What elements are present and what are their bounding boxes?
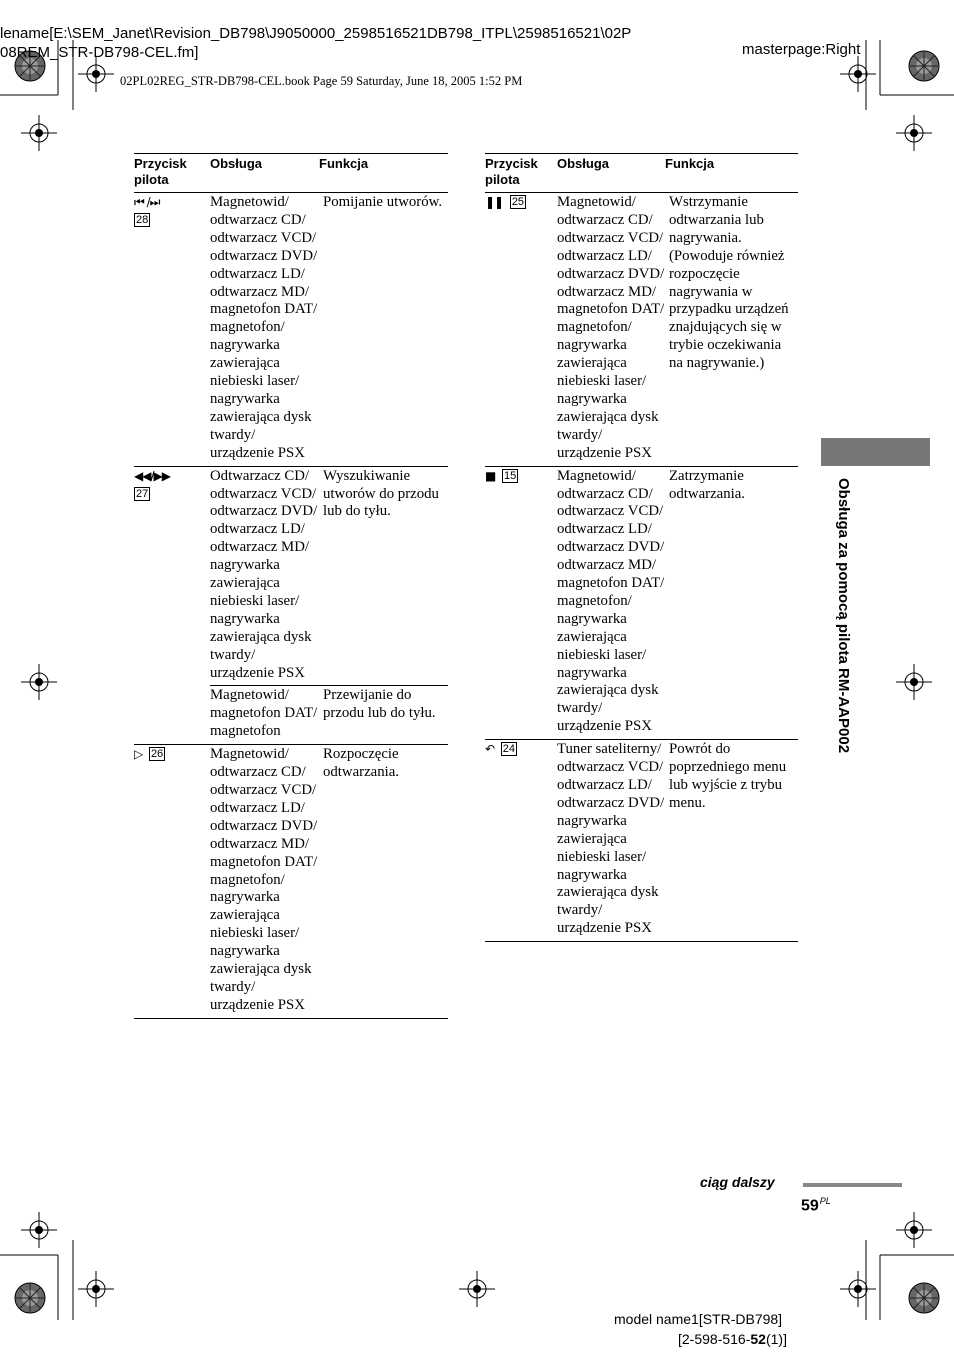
pause-icon: ❚❚ xyxy=(485,195,504,209)
page-language-suffix: PL xyxy=(819,1196,831,1206)
function-cell: Wstrzymanie odtwarzania lub nagrywania. (Powoduje również rozpoczęcie nagrywania w przypadku urządzeń znajdujących się w trybie oczekiwania na nagrywanie.) xyxy=(665,193,798,467)
operation-cell: Tuner sateliterny/ odtwarzacz VCD/ odtwarzacz LD/ odtwarzacz DVD/ nagrywarka zawierająca niebieski laser/ nagrywarka zawierająca dysk twardy/ urządzenie PSX xyxy=(557,740,665,942)
play-icon: ▷ xyxy=(134,747,143,762)
model-name-line: model name1[STR-DB798] xyxy=(614,1311,783,1327)
function-cell: Powrót do poprzedniego menu lub wyjście z trybu menu. xyxy=(665,740,798,942)
part-code-bold: 52 xyxy=(750,1331,766,1347)
button-number-badge: 25 xyxy=(511,196,525,208)
continued-label: ciąg dalszy xyxy=(700,1174,775,1190)
table-row xyxy=(134,745,448,1019)
button-cell xyxy=(134,745,210,1019)
header-operation: Obsługa xyxy=(557,154,665,193)
part-code-prefix: [2-598-516- xyxy=(678,1331,751,1347)
function-cell: Przewijanie do przodu lub do tyłu. xyxy=(319,686,448,745)
operation-cell: Magnetowid/ odtwarzacz CD/ odtwarzacz VCD/ odtwarzacz LD/ odtwarzacz DVD/ odtwarzacz MD/ magnetofon DAT/ magnetofon/ nagrywarka zawierająca niebieski laser/ nagrywarka zawierająca dysk twardy/ urządzenie PSX xyxy=(557,193,665,467)
remote-buttons-table-left xyxy=(134,153,448,1019)
header-operation: Obsługa xyxy=(210,154,319,193)
filename-line-2: 08REM_STR-DB798-CEL.fm] xyxy=(0,44,199,61)
table-row xyxy=(485,193,798,467)
table-row xyxy=(485,466,798,740)
page-number-value: 59 xyxy=(801,1197,819,1215)
page-number xyxy=(801,1196,831,1215)
button-cell xyxy=(485,466,557,740)
button-cell xyxy=(134,193,210,467)
stop-icon: ■ xyxy=(485,468,496,483)
operation-cell: Odtwarzacz CD/ odtwarzacz VCD/ odtwarzacz DVD/ odtwarzacz LD/ odtwarzacz MD/ nagrywarka zawierająca niebieski laser/ nagrywarka zawierająca dysk twardy/ urządzenie PSX xyxy=(210,466,319,686)
remote-buttons-table-right xyxy=(485,153,798,942)
function-cell: Rozpoczęcie odtwarzania. xyxy=(319,745,448,1019)
button-number-badge: 28 xyxy=(136,213,149,226)
return-icon: ↶ xyxy=(485,742,495,757)
operation-cell: Magnetowid/ odtwarzacz CD/ odtwarzacz VCD/ odtwarzacz LD/ odtwarzacz DVD/ odtwarzacz MD/ magnetofon DAT/ magnetofon/ nagrywarka zawierająca niebieski laser/ nagrywarka zawierająca dysk twardy/ urządzenie PSX xyxy=(557,466,665,740)
function-cell: Zatrzymanie odtwarzania. xyxy=(665,466,798,740)
rewind-fastforward-icon: ◀◀/▶▶ xyxy=(134,468,170,483)
button-number-badge: 15 xyxy=(504,469,517,482)
operation-cell: Magnetowid/ magnetofon DAT/ magnetofon xyxy=(210,686,319,745)
table-row xyxy=(134,193,448,467)
header-function: Funkcja xyxy=(319,154,448,193)
button-number-badge: 27 xyxy=(136,487,149,500)
button-number-badge: 24 xyxy=(502,743,516,756)
masterpage-label: masterpage:Right xyxy=(742,41,861,58)
section-tab-marker xyxy=(821,438,930,466)
continued-bar xyxy=(803,1183,902,1187)
table-header-row xyxy=(134,154,448,193)
button-cell xyxy=(134,466,210,745)
book-info-line: 02PL02REG_STR-DB798-CEL.book Page 59 Saturday, June 18, 2005 1:52 PM xyxy=(120,74,523,88)
filename-header xyxy=(0,24,631,62)
table-row xyxy=(134,466,448,686)
table-row xyxy=(485,740,798,942)
table-header-row xyxy=(485,154,798,193)
header-button: Przycisk pilota xyxy=(134,154,210,193)
header-function: Funkcja xyxy=(665,154,798,193)
operation-cell: Magnetowid/ odtwarzacz CD/ odtwarzacz VCD/ odtwarzacz DVD/ odtwarzacz LD/ odtwarzacz MD/ magnetofon DAT/ magnetofon/ nagrywarka zawierająca niebieski laser/ nagrywarka zawierająca dysk twardy/ urządzenie PSX xyxy=(210,193,319,467)
part-code-line xyxy=(678,1331,787,1347)
filename-line-1: lename[E:\SEM_Janet\Revision_DB798\J9050000_2598516521DB798_ITPL\2598516521\02P xyxy=(0,25,632,42)
function-cell: Pomijanie utworów. xyxy=(319,193,448,467)
section-title-vertical: Obsługa za pomocą pilota RM-AAP002 xyxy=(835,478,852,754)
button-cell xyxy=(485,193,557,467)
header-button: Przycisk pilota xyxy=(485,154,557,193)
function-cell: Wyszukiwanie utworów do przodu lub do tyłu. xyxy=(319,466,448,686)
button-number-badge: 26 xyxy=(150,748,164,761)
part-code-suffix: (1)] xyxy=(765,1331,787,1347)
button-cell xyxy=(485,740,557,942)
operation-cell: Magnetowid/ odtwarzacz CD/ odtwarzacz VCD/ odtwarzacz LD/ odtwarzacz DVD/ odtwarzacz MD/ magnetofon DAT/ magnetofon/ nagrywarka zawierająca niebieski laser/ nagrywarka zawierająca dysk twardy/ urządzenie PSX xyxy=(210,745,319,1019)
skip-prev-next-icon: ⏮ /⏭ xyxy=(134,195,160,209)
